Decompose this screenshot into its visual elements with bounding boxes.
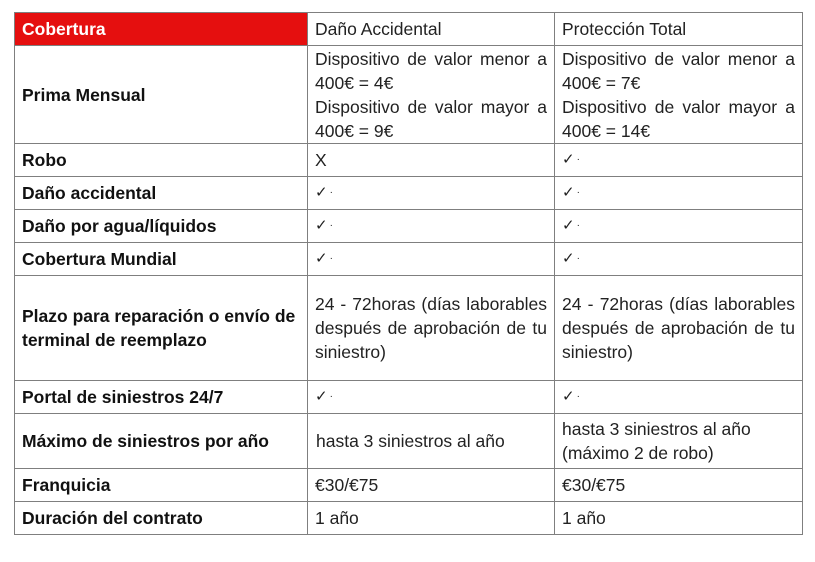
row-label: Franquicia xyxy=(15,469,308,502)
cell-plan-a xyxy=(308,210,555,243)
cell-plan-b xyxy=(555,46,803,144)
table-header-row xyxy=(15,13,803,46)
table-row xyxy=(15,177,803,210)
table-row xyxy=(15,243,803,276)
cell-plan-b: hasta 3 siniestros al año (máximo 2 de robo) xyxy=(555,414,803,469)
bullet-dot-icon: · xyxy=(329,253,333,264)
table-row xyxy=(15,414,803,469)
table-row xyxy=(15,144,803,177)
check-icon: ✓ xyxy=(562,387,575,405)
cell-plan-b: €30/€75 xyxy=(555,469,803,502)
table-row xyxy=(15,469,803,502)
cell-plan-b xyxy=(555,243,803,276)
table-row xyxy=(15,46,803,144)
cell-plan-b xyxy=(555,381,803,414)
cell-plan-a: 1 año xyxy=(308,502,555,535)
row-label: Daño accidental xyxy=(15,177,308,210)
bullet-dot-icon: · xyxy=(329,220,333,231)
coverage-comparison-table xyxy=(14,12,803,535)
row-label: Prima Mensual xyxy=(15,46,308,144)
row-label: Portal de siniestros 24/7 xyxy=(15,381,308,414)
cell-plan-b xyxy=(555,210,803,243)
cell-plan-a: X xyxy=(308,144,555,177)
table-row xyxy=(15,381,803,414)
row-label: Duración del contrato xyxy=(15,502,308,535)
bullet-dot-icon: · xyxy=(576,154,580,165)
bullet-dot-icon: · xyxy=(329,391,333,402)
header-plan-accidental: Daño Accidental xyxy=(308,13,555,46)
row-label: Robo xyxy=(15,144,308,177)
cell-plan-a xyxy=(308,177,555,210)
row-label: Cobertura Mundial xyxy=(15,243,308,276)
cell-plan-a: €30/€75 xyxy=(308,469,555,502)
bullet-dot-icon: · xyxy=(576,187,580,198)
cell-plan-b: 24 - 72horas (días laborables después de aprobación de tu siniestro) xyxy=(555,276,803,381)
row-label: Daño por agua/líquidos xyxy=(15,210,308,243)
check-icon: ✓ xyxy=(315,216,328,234)
cell-plan-b: 1 año xyxy=(555,502,803,535)
cell-plan-a: hasta 3 siniestros al año xyxy=(308,414,555,469)
row-label: Plazo para reparación o envío de terminal de reemplazo xyxy=(15,276,308,381)
cell-line: Dispositivo de valor mayor a 400€ = 9€ xyxy=(315,96,547,141)
check-icon: ✓ xyxy=(562,183,575,201)
bullet-dot-icon: · xyxy=(576,253,580,264)
cell-plan-a: 24 - 72horas (días laborables después de aprobación de tu siniestro) xyxy=(308,276,555,381)
table-row xyxy=(15,502,803,535)
cell-line: Dispositivo de valor mayor a 400€ = 14€ xyxy=(562,96,795,141)
check-icon: ✓ xyxy=(315,387,328,405)
bullet-dot-icon: · xyxy=(576,391,580,402)
cell-plan-a xyxy=(308,46,555,144)
cell-plan-b xyxy=(555,144,803,177)
check-icon: ✓ xyxy=(562,249,575,267)
check-icon: ✓ xyxy=(562,150,575,168)
header-plan-total: Protección Total xyxy=(555,13,803,46)
row-label: Máximo de siniestros por año xyxy=(15,414,308,469)
check-icon: ✓ xyxy=(315,249,328,267)
table-row xyxy=(15,276,803,381)
check-icon: ✓ xyxy=(315,183,328,201)
cell-line: Dispositivo de valor menor a 400€ = 7€ xyxy=(562,48,795,93)
header-coverage-label: Cobertura xyxy=(15,13,308,46)
cell-line: Dispositivo de valor menor a 400€ = 4€ xyxy=(315,48,547,93)
cell-plan-b xyxy=(555,177,803,210)
cell-plan-a xyxy=(308,381,555,414)
check-icon: ✓ xyxy=(562,216,575,234)
bullet-dot-icon: · xyxy=(576,220,580,231)
cell-plan-a xyxy=(308,243,555,276)
bullet-dot-icon: · xyxy=(329,187,333,198)
table-row xyxy=(15,210,803,243)
